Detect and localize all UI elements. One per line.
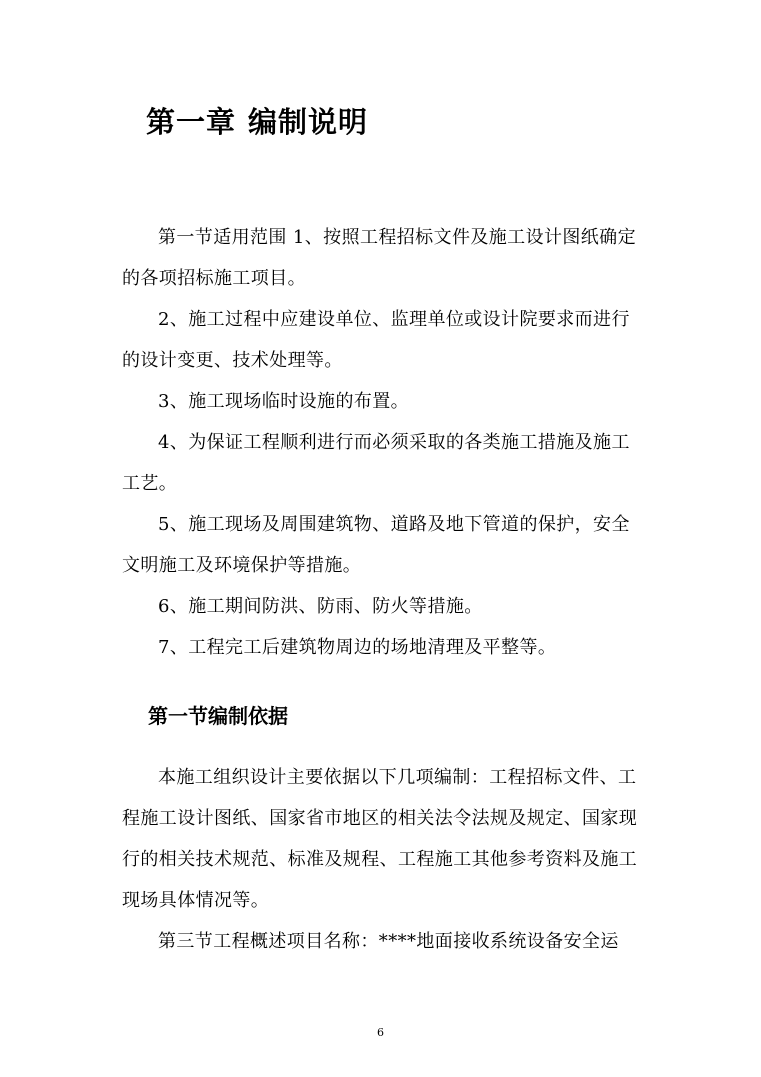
scope-paragraph-6: 6、施工期间防洪、防雨、防火等措施。 — [158, 596, 483, 617]
page-number: 6 — [377, 1026, 384, 1039]
scope-paragraph-2: 2、施工过程中应建设单位、监理单位或设计院要求而进行的设计变更、技术处理等。 — [122, 309, 630, 371]
chapter-title — [146, 100, 368, 141]
overview-paragraph: 第三节工程概述项目名称：****地面接收系统设备安全运 — [158, 931, 619, 952]
basis-section — [122, 757, 642, 962]
scope-paragraph-7: 7、工程完工后建筑物周边的场地清理及平整等。 — [158, 637, 557, 658]
scope-paragraph-3: 3、施工现场临时设施的布置。 — [158, 391, 410, 412]
scope-paragraph-5: 5、施工现场及周围建筑物、道路及地下管道的保护，安全文明施工及环境保护等措施。 — [122, 514, 630, 576]
section-heading-basis: 第一节编制依据 — [148, 704, 288, 728]
scope-paragraph-1: 第一节适用范围 1、按照工程招标文件及施工设计图纸确定的各项招标施工项目。 — [122, 227, 636, 289]
chapter-number: 第一章 — [146, 105, 237, 139]
chapter-name: 编制说明 — [248, 105, 369, 139]
scope-section — [122, 217, 642, 668]
basis-paragraph: 本施工组织设计主要依据以下几项编制：工程招标文件、工程施工设计图纸、国家省市地区的相关法令法规及规定、国家现行的相关技术规范、标准及规程、工程施工其他参考资料及施工现场具体情况等。 — [122, 767, 638, 911]
scope-paragraph-4: 4、为保证工程顺利进行而必须采取的各类施工措施及施工工艺。 — [122, 432, 630, 494]
